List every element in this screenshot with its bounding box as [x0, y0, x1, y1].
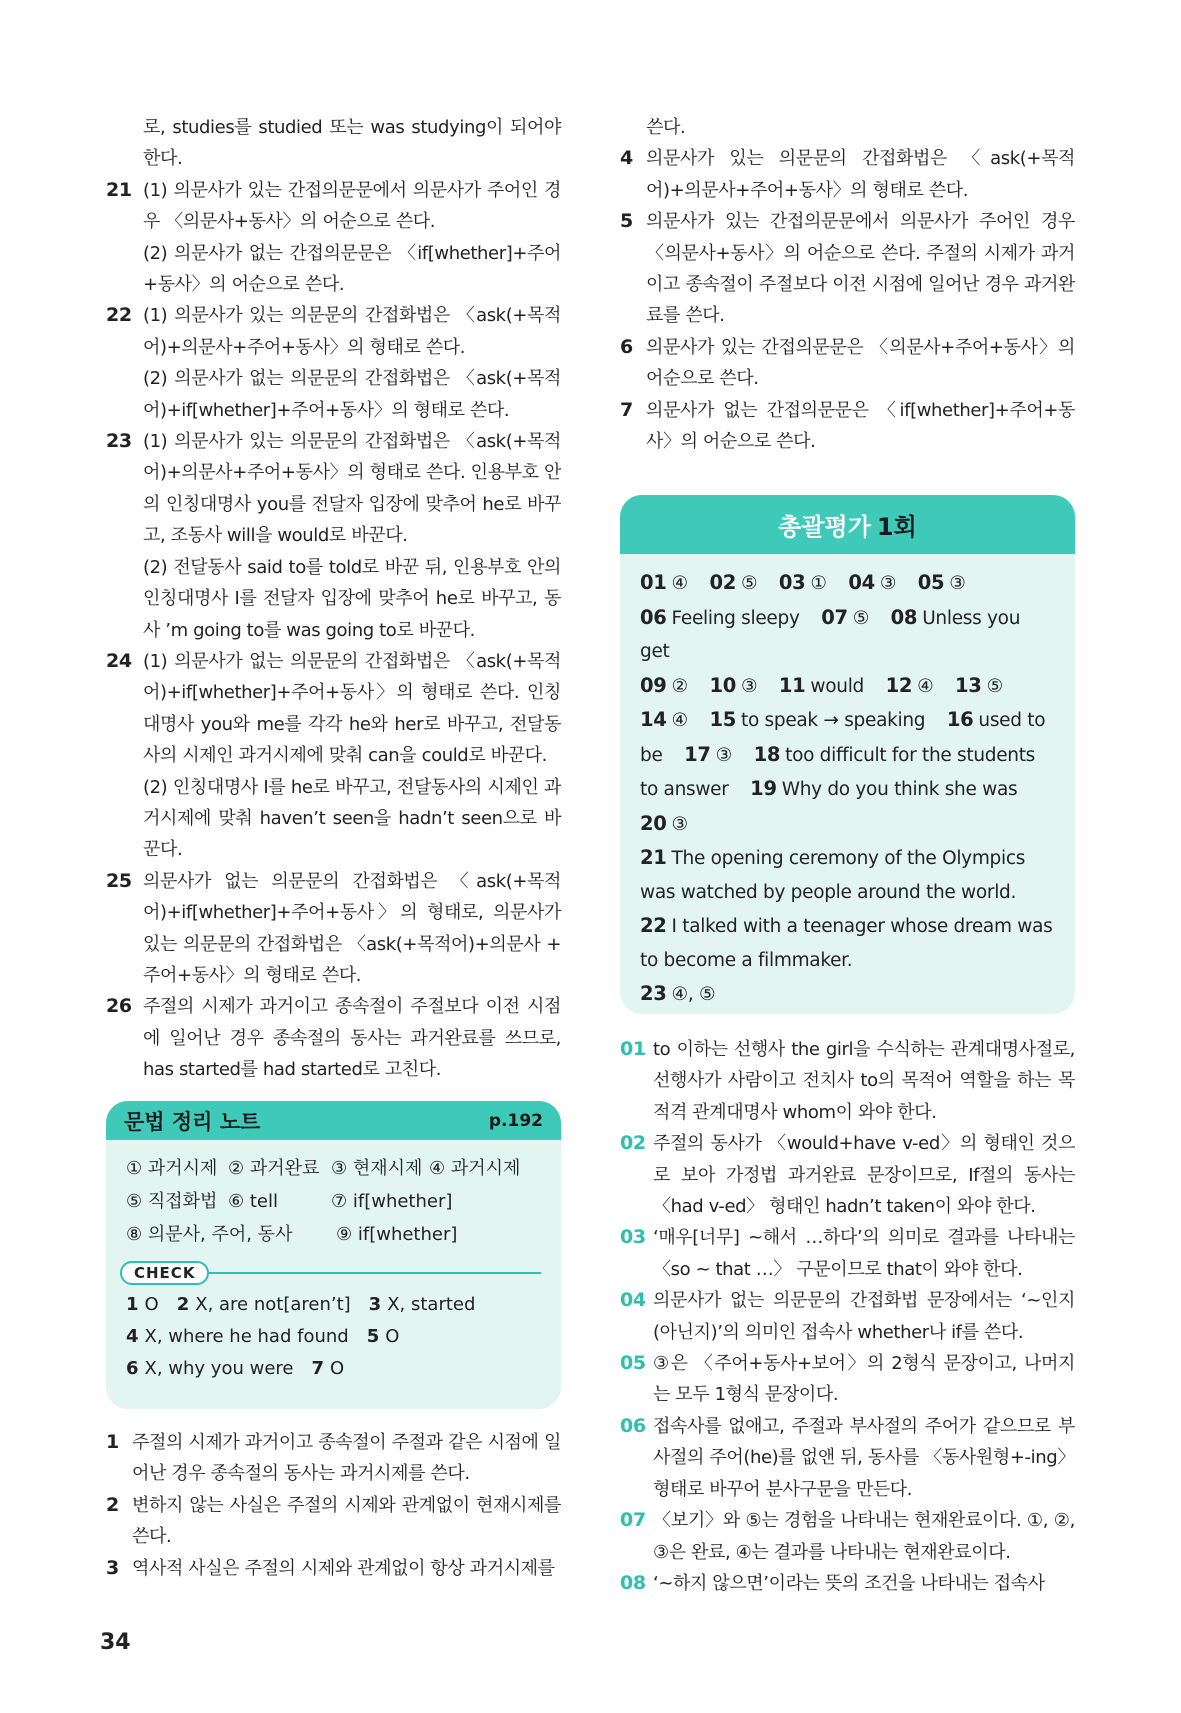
- answer-value: would: [810, 675, 864, 697]
- item-number: 06: [620, 1414, 646, 1437]
- right-column-top: [620, 112, 1075, 457]
- explanation-item: [620, 143, 1075, 206]
- left-column-top: [106, 112, 561, 1086]
- item-text: to 이하는 선행사 the girl을 수식하는 관계대명사절로, 선행사가 사람이고 전치사 to의 목적어 역할을 하는 목적격 관계대명사 whom이 와야 한다.: [653, 1039, 1075, 1123]
- check-value: X, started: [387, 1294, 476, 1315]
- grammar-note-header: [106, 1101, 561, 1140]
- item-number: 25: [106, 869, 132, 892]
- explanation-item: [106, 300, 561, 426]
- item-text: 의문사가 있는 의문문의 간접화법은 〈ask(+목적어)+의문사+주어+동사〉의 형태로 쓴다.: [646, 148, 1075, 201]
- explanation-item: [106, 426, 561, 646]
- item-paragraph: (1) 의문사가 있는 의문문의 간접화법은 〈ask(+목적어)+의문사+주어+동사〉의 형태로 쓴다. 인용부호 안의 인칭대명사 you를 전달자 입장에 맞추어 he로 바꾸고, 조동사 will을 would로 바꾼다.: [143, 431, 561, 547]
- summary-answers: [620, 554, 1075, 1014]
- answer-value: The opening ceremony of the Olympics was watched by people around the world.: [640, 848, 1026, 903]
- check-answer: [369, 1294, 476, 1315]
- answer-value: ④, ⑤: [671, 984, 716, 1005]
- item-number: 22: [106, 304, 132, 327]
- explanation-item: [106, 991, 561, 1085]
- check-row: [126, 1353, 541, 1385]
- summary-answer: [918, 573, 966, 594]
- item-text: 접속사를 없애고, 주절과 부사절의 주어가 같으므로 부사절의 주어(he)를 없앤 뒤, 동사를 〈동사원형+-ing〉 형태로 바꾸어 분사구문을 만든다.: [653, 1415, 1075, 1500]
- item-number: 3: [106, 1556, 119, 1579]
- item-paragraph: (2) 전달동사 said to를 told로 바꾼 뒤, 인용부호 안의 인칭대명사 I를 전달자 입장에 맞추어 he로 바꾸고, 동사 ’m going to를 was going to로 바꾼다.: [143, 556, 561, 641]
- check-number: 6: [126, 1358, 139, 1379]
- item-number: 01: [620, 1038, 646, 1060]
- check-answer: [367, 1326, 400, 1347]
- check-number: 3: [368, 1294, 382, 1315]
- continued-text: 쓴다.: [646, 117, 686, 138]
- item-number: 5: [620, 210, 633, 233]
- summary-answer: [640, 848, 1025, 903]
- item-text: ③은 〈주어+동사+보어〉의 2형식 문장이고, 나머지는 모두 1형식 문장이다.: [653, 1353, 1075, 1406]
- summary-answer: [821, 605, 870, 629]
- summary-answer: [684, 742, 732, 766]
- item-text: 의문사가 있는 간접의문문은 〈의문사+주어+동사〉의 어순으로 쓴다.: [646, 336, 1075, 390]
- answer-number: 17: [684, 742, 711, 766]
- explanation-item: [106, 866, 561, 992]
- item-text: 변하지 않는 사실은 주절의 시제와 관계없이 현재시제를 쓴다.: [132, 1494, 561, 1548]
- item-number: 04: [620, 1289, 646, 1312]
- check-value: O: [330, 1358, 345, 1379]
- summary-answer: [848, 573, 896, 594]
- explanation-item: [620, 1348, 1075, 1411]
- answer-number: 22: [640, 914, 667, 937]
- summary-answer: [709, 710, 925, 731]
- grammar-answer: ③ 현재시제: [331, 1158, 423, 1179]
- check-number: 5: [366, 1326, 380, 1347]
- answer-value: to speak → speaking: [740, 710, 926, 731]
- answer-value: Why do you think she was: [781, 779, 1018, 800]
- item-paragraph: (2) 의문사가 없는 의문문의 간접화법은 〈ask(+목적어)+if[whether]+주어+동사〉의 형태로 쓴다.: [143, 368, 561, 421]
- item-paragraph: 의문사가 없는 의문문의 간접화법은 〈ask(+목적어)+if[whether]+주어+동사〉의 형태로, 의문사가 있는 의문문의 간접화법은 〈ask(+목적어)+의문사 + 주어+동사〉의 형태로 쓴다.: [143, 870, 561, 986]
- check-value: O: [385, 1326, 400, 1347]
- grammar-row: [126, 1152, 541, 1185]
- answer-number: 12: [885, 673, 913, 697]
- summary-answer: [885, 673, 934, 697]
- explanation-item: [620, 1222, 1075, 1285]
- check-label: CHECK: [120, 1261, 209, 1285]
- grammar-note-box: [106, 1101, 561, 1409]
- explanation-item: [620, 1411, 1075, 1505]
- explanation-item: [620, 332, 1075, 395]
- answer-number: 08: [890, 605, 918, 629]
- summary-title: 총괄평가: [778, 513, 871, 541]
- check-answer: [177, 1294, 351, 1315]
- answer-value: ③: [879, 573, 897, 594]
- answer-number: 09: [640, 673, 667, 697]
- check-answer: [311, 1358, 344, 1379]
- summary-answer: [779, 573, 827, 594]
- grammar-answer: ⑦ if[whether]: [331, 1191, 453, 1212]
- answer-number: 07: [821, 605, 848, 629]
- answer-number: 18: [753, 742, 781, 766]
- item-paragraph: (1) 의문사가 있는 간접의문문에서 의문사가 주어인 경우 〈의문사+동사〉의 어순으로 쓴다.: [143, 179, 561, 233]
- continued-text: 로, studies를 studied 또는 was studying이 되어야 한다.: [143, 117, 561, 170]
- answer-number: 04: [848, 571, 875, 594]
- grammar-answer: ① 과거시제: [126, 1158, 218, 1179]
- left-column-bottom: [106, 1427, 561, 1584]
- summary-answer: [640, 605, 800, 629]
- check-number: 1: [126, 1294, 139, 1315]
- page-number: 34: [100, 1630, 131, 1655]
- grammar-row: [126, 1218, 541, 1251]
- item-number: 02: [620, 1132, 646, 1155]
- item-paragraph: 주절의 시제가 과거이고 종속절이 주절보다 이전 시점에 일어난 경우 종속절의 동사는 과거완료를 쓰므로, has started를 had started로 고친다.: [143, 996, 561, 1081]
- grammar-note-page: p.192: [488, 1110, 543, 1131]
- check-number: 7: [311, 1358, 325, 1379]
- item-number: 26: [106, 995, 132, 1018]
- grammar-note-title: 문법 정리 노트: [124, 1109, 261, 1134]
- item-number: 23: [106, 430, 132, 453]
- item-number: 1: [106, 1431, 119, 1453]
- answer-value: ③: [740, 675, 758, 697]
- grammar-row: [126, 1185, 541, 1218]
- answer-value: ③: [715, 744, 732, 766]
- check-answer: [126, 1358, 293, 1379]
- answer-value: ④: [917, 675, 934, 697]
- item-number: 6: [620, 335, 633, 358]
- explanation-item: [106, 1490, 561, 1553]
- explanation-item: [106, 175, 561, 301]
- grammar-answer: ⑨ if[whether]: [336, 1224, 458, 1245]
- summary-answer: [709, 673, 758, 697]
- explanation-item: [620, 206, 1075, 332]
- check-value: O: [144, 1294, 159, 1315]
- summary-answer: [778, 673, 864, 697]
- item-number: 7: [620, 398, 633, 421]
- check-answer: [126, 1294, 159, 1315]
- summary-title-num: 1회: [876, 513, 917, 541]
- check-value: X, why you were: [144, 1358, 294, 1379]
- answer-value: ⑤: [986, 675, 1003, 697]
- item-text: 역사적 사실은 주절의 시제와 관계없이 항상 과거시제를: [132, 1557, 555, 1579]
- answer-number: 13: [955, 673, 982, 697]
- answer-value: ③: [949, 573, 966, 594]
- grammar-answer: ⑧ 의문사, 주어, 동사: [126, 1224, 293, 1245]
- explanation-item: [620, 395, 1075, 458]
- summary-answer: [640, 710, 688, 731]
- answer-number: 14: [640, 708, 667, 731]
- answer-number: 03: [778, 571, 806, 594]
- summary-answer-box: [620, 495, 1075, 1014]
- answer-value: ①: [810, 573, 827, 594]
- item-text: 주절의 동사가 〈would+have v-ed〉의 형태인 것으로 보아 가정법 과거완료 문장이므로, If절의 동사는 〈had v-ed〉 형태인 hadn’t taken이 와야 한다.: [653, 1133, 1075, 1218]
- summary-answer: [640, 984, 715, 1005]
- answer-number: 20: [640, 811, 667, 835]
- item-number: 03: [620, 1226, 646, 1249]
- item-text: 의문사가 있는 간접의문문에서 의문사가 주어인 경우 〈의문사+동사〉의 어순으로 쓴다. 주절의 시제가 과거이고 종속절이 주절보다 이전 시점에 일어난 경우 과거완료를 쓴다.: [646, 211, 1075, 327]
- item-number: 05: [620, 1352, 646, 1375]
- explanation-item: [620, 1285, 1075, 1348]
- answer-value: ③: [671, 813, 688, 835]
- grammar-answer: ④ 과거시제: [429, 1158, 521, 1179]
- answer-number: 16: [946, 708, 974, 731]
- summary-answer: [750, 779, 1017, 800]
- answer-value: ②: [671, 675, 688, 697]
- summary-answer: [640, 916, 1052, 971]
- check-value: X, where he had found: [144, 1326, 349, 1347]
- answer-number: 10: [709, 673, 736, 697]
- summary-answer: [640, 673, 688, 697]
- answer-number: 06: [640, 605, 667, 629]
- item-text: ‘매우[너무] ~해서 …하다’의 의미로 결과를 나타내는 〈so ~ that …〉 구문이므로 that이 와야 한다.: [653, 1227, 1075, 1280]
- answer-number: 11: [778, 673, 806, 697]
- item-text: 의문사가 없는 의문문의 간접화법 문장에서는 ‘~인지 (아닌지)’의 의미인 접속사 whether나 if를 쓴다.: [653, 1290, 1075, 1343]
- right-column-bottom: [620, 1034, 1075, 1599]
- summary-answer: [955, 673, 1003, 697]
- check-row: [126, 1321, 541, 1353]
- item-text: ‘~하지 않으면’이라는 뜻의 조건을 나타내는 접속사: [653, 1572, 1045, 1594]
- check-answer: [126, 1326, 349, 1347]
- item-paragraph: (1) 의문사가 없는 의문문의 간접화법은 〈ask(+목적어)+if[whether]+주어+동사〉의 형태로 쓴다. 인칭대명사 you와 me를 각각 he와 her로 바꾸고, 전달동사의 시제인 과거시제에 맞춰 can을 could로 바꾼다.: [143, 650, 561, 767]
- item-text: 주절의 시제가 과거이고 종속절이 주절과 같은 시점에 일어난 경우 종속절의 동사는 과거시제를 쓴다.: [132, 1432, 561, 1485]
- explanation-item: [106, 646, 561, 866]
- answer-value: ④: [671, 573, 688, 594]
- summary-header: [620, 495, 1075, 554]
- answer-value: too difficult for the students to answer: [640, 744, 1036, 800]
- answer-number: 19: [750, 777, 777, 800]
- answer-value: ⑤: [740, 573, 758, 594]
- summary-answer: [640, 811, 688, 835]
- item-text: 〈보기〉와 ⑤는 경험을 나타내는 현재완료이다. ①, ②, ③은 완료, ④는 결과를 나타내는 현재완료이다.: [653, 1510, 1075, 1563]
- answer-number: 15: [709, 708, 736, 731]
- check-number: 4: [126, 1326, 139, 1347]
- item-paragraph: (1) 의문사가 있는 의문문의 간접화법은 〈ask(+목적어)+의문사+주어+동사〉의 형태로 쓴다.: [143, 305, 561, 358]
- explanation-item: [620, 1128, 1075, 1222]
- explanation-item: [106, 1427, 561, 1490]
- answer-number: 02: [709, 571, 736, 594]
- grammar-answer: ② 과거완료: [228, 1158, 320, 1179]
- summary-answer: [709, 573, 757, 594]
- answer-value: ⑤: [852, 607, 870, 629]
- item-number: 07: [620, 1509, 646, 1532]
- answer-value: ④: [671, 710, 688, 731]
- answer-value: Unless you get: [640, 607, 1021, 662]
- explanation-item: [620, 1505, 1075, 1568]
- item-number: 08: [620, 1571, 646, 1594]
- item-number: 24: [106, 649, 132, 672]
- grammar-answer: ⑥ tell: [228, 1191, 278, 1212]
- item-text: 의문사가 없는 간접의문문은 〈if[whether]+주어+동사〉의 어순으로 쓴다.: [646, 399, 1075, 453]
- check-row: [126, 1289, 541, 1321]
- check-number: 2: [176, 1294, 190, 1315]
- grammar-answer: ⑤ 직접화법: [126, 1191, 218, 1212]
- explanation-item: [620, 1034, 1075, 1128]
- answer-number: 01: [640, 571, 667, 594]
- explanation-item: [620, 1568, 1075, 1599]
- answer-number: 21: [640, 846, 667, 869]
- answer-value: Feeling sleepy: [671, 607, 800, 629]
- item-number: 2: [106, 1493, 119, 1516]
- item-paragraph: (2) 인칭대명사 I를 he로 바꾸고, 전달동사의 시제인 과거시제에 맞춰 haven’t seen을 hadn’t seen으로 바꾼다.: [143, 776, 561, 861]
- answer-value: used to be: [640, 710, 1046, 766]
- answer-number: 05: [917, 571, 945, 594]
- check-divider: [120, 1261, 541, 1285]
- item-number: 21: [106, 178, 132, 201]
- answer-value: I talked with a teenager whose dream was to become a filmmaker.: [640, 916, 1053, 971]
- check-value: X, are not[aren’t]: [195, 1294, 351, 1315]
- item-number: 4: [620, 147, 633, 170]
- answer-number: 23: [640, 982, 667, 1005]
- summary-answer: [640, 573, 688, 594]
- item-paragraph: (2) 의문사가 없는 간접의문문은 〈if[whether]+주어+동사〉의 어순으로 쓴다.: [143, 242, 561, 296]
- explanation-item: [106, 1553, 561, 1584]
